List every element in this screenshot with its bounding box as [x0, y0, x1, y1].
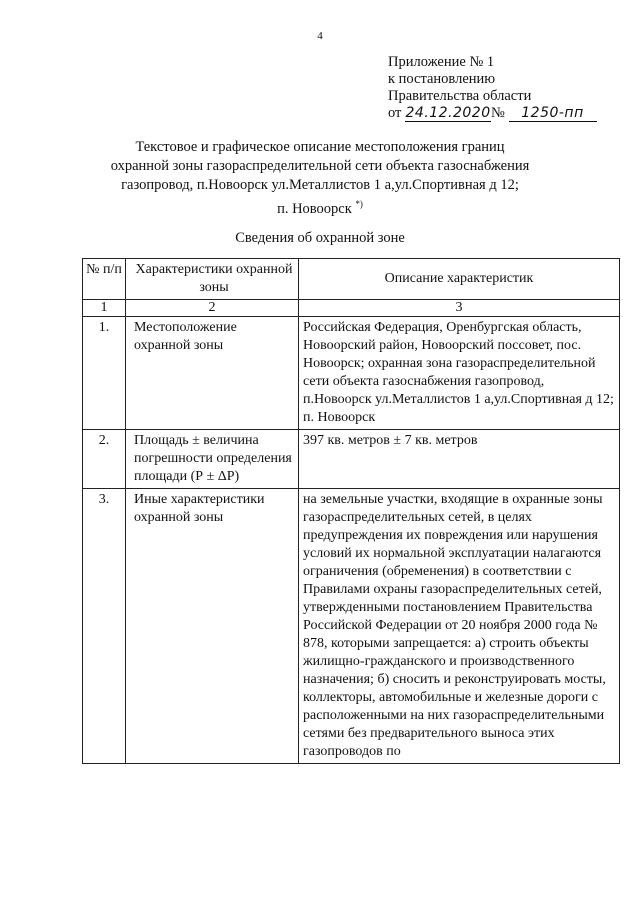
appendix-line-3: Правительства области	[388, 88, 532, 104]
row-characteristic: Местоположение охранной зоны	[126, 317, 299, 430]
row-description: Российская Федерация, Оренбургская область, Новоорский район, Новоорский поссовет, пос. Новоорск; охранная зона газораспределительной сети объекта газоснабжения газопровод, п.Новоорск ул.Металлистов 1 а,ул.Спортивная д 12; п. Новоорск	[299, 317, 620, 430]
protection-zone-table	[82, 258, 620, 764]
column-number-1: 1	[83, 300, 126, 317]
row-number: 1.	[83, 317, 126, 430]
date-prefix: от	[388, 105, 402, 121]
footnote-mark: *)	[355, 199, 363, 209]
section-subtitle: Сведения об охранной зоне	[235, 230, 405, 246]
title-line-3: газопровод, п.Новоорск ул.Металлистов 1 а,ул.Спортивная д 12;	[121, 177, 519, 193]
table-row	[83, 489, 620, 764]
row-number: 3.	[83, 489, 126, 764]
row-characteristic: Площадь ± величина погрешности определения площади (Р ± ΔР)	[126, 430, 299, 489]
page-number: 4	[317, 30, 323, 42]
column-number-3: 3	[299, 300, 620, 317]
column-number-2: 2	[126, 300, 299, 317]
row-number: 2.	[83, 430, 126, 489]
header-cell-characteristic: Характеристики охранной зоны	[126, 259, 299, 300]
table-row	[83, 430, 620, 489]
appendix-line-2: к постановлению	[388, 71, 496, 87]
number-prefix: №	[491, 105, 505, 121]
title-line-4: п. Новоорск	[277, 200, 352, 217]
row-characteristic: Иные характеристики охранной зоны	[126, 489, 299, 764]
table-header-row	[83, 259, 620, 300]
document-title	[0, 138, 640, 219]
column-number-row	[83, 300, 620, 317]
title-line-2: охранной зоны газораспределительной сети объекта газоснабжения	[110, 158, 530, 174]
handwritten-number: 1250-пп	[509, 106, 597, 122]
title-line-1: Текстовое и графическое описание местоположения границ	[135, 139, 505, 155]
appendix-line-1: Приложение № 1	[388, 54, 495, 70]
appendix-date-line	[388, 105, 597, 122]
header-cell-number: № п/п	[83, 259, 126, 300]
title-line-4-wrap	[0, 195, 640, 219]
header-cell-description: Описание характеристик	[299, 259, 620, 300]
table-row	[83, 317, 620, 430]
handwritten-date: 24.12.2020	[405, 105, 491, 121]
row-description: на земельные участки, входящие в охранные зоны газораспределительных сетей, в целях предупреждения их повреждения или нарушения условий их нормальной эксплуатации налагаются ограничения (обременения) в соответствии с Правилами охраны газораспределительных сетей, утвержденными постановлением Правительства Российской Федерации от 20 ноября 2000 года № 878, которыми запрещается: а) строить объекты жилищно-гражданского и производственного назначения; б) сносить и реконструировать мосты, коллекторы, автомобильные и железные дороги с расположенными на них газораспределительными сетями без предварительного выноса этих газопроводов по	[299, 489, 620, 764]
appendix-header	[388, 54, 597, 122]
row-description: 397 кв. метров ± 7 кв. метров	[299, 430, 620, 489]
